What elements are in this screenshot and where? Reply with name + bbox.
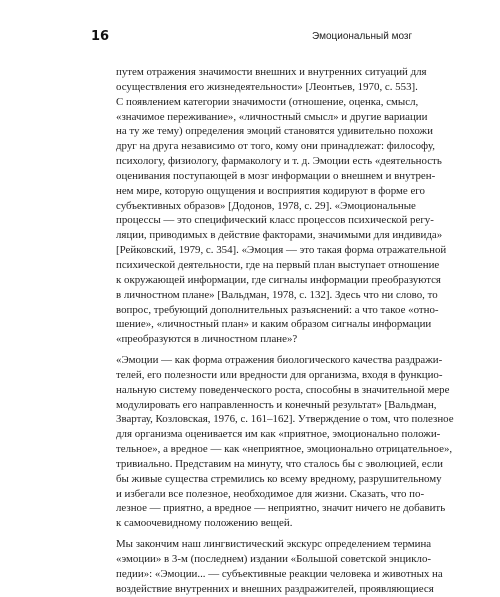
text-line: [Рейковский, 1979, с. 354]. «Эмоция — это такая форма отражательной <box>116 244 447 257</box>
text-line: «преобразуются в личностном плане»? <box>116 333 298 346</box>
text-line: «значимое переживание», «личностный смысл» и другие вариации <box>116 110 428 123</box>
text-line: друг на друга независимо от того, кому они принадлежат: философу, <box>116 140 435 153</box>
text-line: и избегали все полезное, необходимое для жизни. Сказать, что по- <box>116 487 425 500</box>
text-line: бы живые существа стремились ко всему вредному, разрушительному <box>116 472 442 485</box>
text-line: оценивания поступающей в мозг информации о внешнем и внутрен- <box>116 169 436 182</box>
text-line: к самоочевидному положению вещей. <box>116 517 293 530</box>
text-line: для организма оценивается им как «приятное, эмоционально положи- <box>116 428 441 441</box>
paragraph <box>116 353 454 531</box>
text-line: педии»: «Эмоции... — субъективные реакции человека и животных на <box>116 567 443 580</box>
text-line: тривиально. Представим на минуту, что сталось бы с эволюцией, если <box>116 457 443 470</box>
text-line: Звартау, Козловская, 1976, с. 161–162]. Утверждение о том, что полезное <box>116 413 454 426</box>
text-line: осуществления его жизнедеятельности» [Леонтьев, 1970, с. 553]. <box>116 80 418 93</box>
text-line: «Эмоции — как форма отражения биологического качества раздражи- <box>116 354 443 367</box>
text-line: тельное», а вредное — как «неприятное, эмоционально отрицательное», <box>116 443 453 456</box>
text-line: на ту же тему) определения эмоций становятся удивительно похожи <box>116 125 433 138</box>
text-line: лезное — приятно, а вредное — неприятно, значит ничего не добавить <box>116 502 446 515</box>
text-line: модулировать его направленность и конечный результат» [Вальдман, <box>116 398 437 411</box>
text-line: процессы — это специфический класс процессов психической регу- <box>116 214 434 227</box>
text-line: «эмоции» в 3-м (последнем) издании «Большой советской энцикло- <box>116 553 432 565</box>
text-line: нем мире, которую ощущения и восприятия кодируют в форме его <box>116 184 425 197</box>
text-line: шение», «личностный план» и каким образом сигналы информации <box>116 318 432 331</box>
text-line: психической деятельности, где на первый план выступает отношение <box>116 258 440 271</box>
text-line: ляции, приводимых в действие факторами, значимыми для индивида» <box>116 229 443 242</box>
text-line: воздействие внутренних и внешних раздражителей, проявляющиеся <box>116 582 434 595</box>
running-head: Эмоциональный мозг <box>312 31 413 42</box>
page-number: 16 <box>91 29 110 44</box>
text-line: субъективных образов» [Додонов, 1978, с. 29]. «Эмоциональные <box>116 199 416 212</box>
paragraph <box>116 65 447 347</box>
paragraph <box>116 537 443 596</box>
text-line: телей, его полезности или вредности для организма, входя в функцио- <box>116 368 443 381</box>
text-line: к окружающей информации, где сигналы информации преобразуются <box>116 273 441 286</box>
text-line: нальную систему поведенческого роста, способны в значительной мере <box>116 383 450 396</box>
page-header <box>91 28 421 48</box>
text-line: в личностном плане» [Вальдман, 1978, с. 132]. Здесь что ни слово, то <box>116 288 438 301</box>
text-line: С появлением категории значимости (отношение, оценка, смысл, <box>116 95 419 108</box>
text-line: Мы закончим наш лингвистический экскурс определением термина <box>116 538 432 551</box>
text-line: психологу, физиологу, фармакологу и т. д. Эмоции есть «деятельность <box>116 155 442 168</box>
body-text <box>116 65 454 597</box>
text-line: вопрос, требующий дополнительных разъяснений: а что такое «отно- <box>116 303 439 316</box>
text-line: путем отражения значимости внешних и внутренних ситуаций для <box>116 66 427 78</box>
